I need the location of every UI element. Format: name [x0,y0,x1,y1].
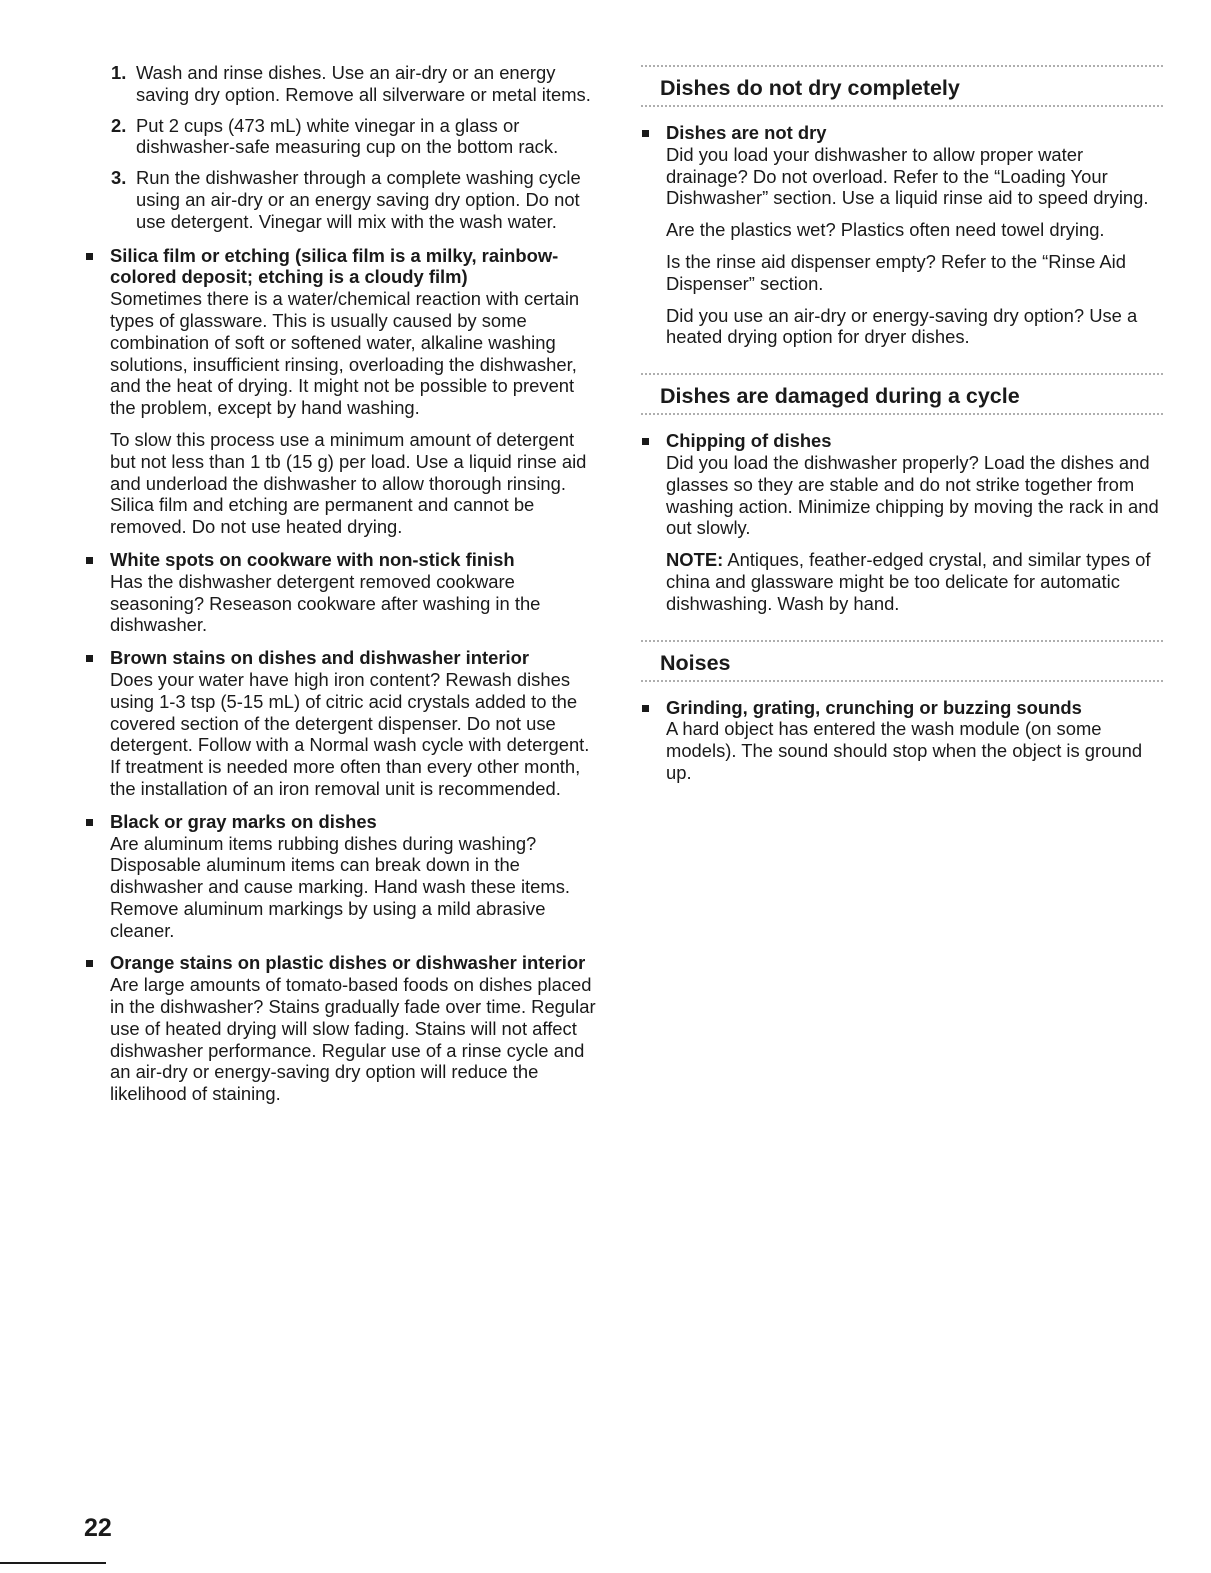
problem-item [640,430,1165,614]
numbered-step [84,115,604,159]
note-paragraph [666,549,1165,614]
step-text: Wash and rinse dishes. Use an air-dry or an energy saving dry option. Remove all silverware or metal items. [136,62,591,105]
step-number: 1. [111,62,127,83]
note-text: Antiques, feather-edged crystal, and similar types of china and glassware might be too delicate for automatic dishwashing. Wash by hand. [666,549,1151,614]
section-heading [640,372,1165,416]
numbered-step [84,167,604,232]
problem-text: A hard object has entered the wash module (on some models). The sound should stop when the object is ground up. [666,718,1143,783]
step-number: 2. [111,114,127,136]
bullet-icon [86,819,93,826]
problem-text: Does your water have high iron content? Rewash dishes using 1-3 tsp (5-15 mL) of citric acid crystals added to the covered section of the detergent dispenser. Do not use detergent. Follow with a Normal wash cycle with detergent. If treatment is needed more often than every other month, the installation of an iron removal unit is recommended. [110,668,590,799]
problem-item [640,697,1165,784]
step-text: Run the dishwasher through a complete washing cycle using an air-dry or an energy saving dry option. Do not use detergent. Vinegar will mix with the wash water. [136,167,581,232]
bullet-icon [642,438,649,445]
dotted-rule [640,679,1165,683]
problem-text: Are aluminum items rubbing dishes during washing? Disposable aluminum items can break down in the dishwasher and cause marking. Hand wash these items. Remove aluminum markings by using a mild abrasive cleaner. [110,832,570,941]
problem-text: Sometimes there is a water/chemical reaction with certain types of glassware. This is usually caused by some combination of soft or softened water, alkaline washing solutions, insufficient rinsing, overloading the dishwasher, and the heat of drying. It might not be possible to prevent the problem, except by hand washing. [110,288,580,419]
problem-text: Did you load your dishwasher to allow proper water drainage? Do not overload. Refer to the “Loading Your Dishwasher” section. Use a liquid rinse aid to speed drying. [666,143,1149,209]
step-number: 3. [111,167,127,189]
dotted-rule [640,104,1165,108]
problem-text: Did you use an air-dry or energy-saving dry option? Use a heated drying option for dryer dishes. [666,304,1138,348]
bullet-icon [86,253,93,260]
numbered-step [84,62,604,106]
problem-text: Is the rinse aid dispenser empty? Refer to the “Rinse Aid Dispenser” section. [666,250,1126,294]
page-number: 22 [84,1514,112,1542]
problem-item [84,647,604,800]
problem-item [640,122,1165,348]
dotted-rule [640,639,1165,643]
problem-item [84,245,604,538]
note-label: NOTE: [666,549,724,571]
problem-heading: Dishes are not dry [666,122,827,143]
bullet-icon [642,705,649,712]
dotted-rule [640,372,1165,376]
bullet-icon [86,557,93,564]
problem-text: Are large amounts of tomato-based foods on dishes placed in the dishwasher? Stains gradually fade over time. Regular use of heated drying will slow fading. Stains will not affect dishwasher performance. Regular use of a rinse cycle and an air-dry or energy-saving dry option will reduce the likelihood of staining. [110,974,596,1105]
problem-heading: Grinding, grating, crunching or buzzing sounds [666,696,1082,718]
problem-heading: Black or gray marks on dishes [110,810,377,832]
step-text: Put 2 cups (473 mL) white vinegar in a glass or dishwasher-safe measuring cup on the bottom rack. [136,114,559,158]
section-heading [640,64,1165,108]
problem-heading: White spots on cookware with non-stick finish [110,548,515,570]
problem-item [84,811,604,942]
section-title: Noises [660,650,731,675]
left-column [84,62,604,1116]
section-heading [640,639,1165,683]
problem-text: Has the dishwasher detergent removed cookware seasoning? Reseason cookware after washing in the dishwasher. [110,570,541,636]
problem-heading: Silica film or etching (silica film is a milky, rainbow-colored deposit; etching is a cloudy film) [110,244,559,288]
section-title: Dishes are damaged during a cycle [660,384,1020,409]
right-column [640,64,1165,795]
problem-heading: Chipping of dishes [666,430,832,452]
bullet-icon [86,655,93,662]
problem-item [84,549,604,636]
problem-heading: Brown stains on dishes and dishwasher interior [110,647,529,669]
section-title: Dishes do not dry completely [660,76,960,100]
problem-heading: Orange stains on plastic dishes or dishwasher interior [110,952,586,974]
bullet-icon [642,130,649,137]
problem-text: Did you load the dishwasher properly? Load the dishes and glasses so they are stable and do not strike together from washing action. Minimize chipping by moving the rack in and out slowly. [666,451,1159,539]
dotted-rule [640,412,1165,416]
problem-item [84,952,604,1105]
bullet-icon [86,960,93,967]
problem-text: Are the plastics wet? Plastics often need towel drying. [666,219,1105,241]
footer-rule [0,1562,106,1564]
problem-text: To slow this process use a minimum amount of detergent but not less than 1 tb (15 g) per load. Use a liquid rinse aid and underload the dishwasher to allow thorough rinsing. Silica film and etching are permanent and cannot be removed. Do not use heated drying. [110,428,587,538]
dotted-rule [640,64,1165,68]
